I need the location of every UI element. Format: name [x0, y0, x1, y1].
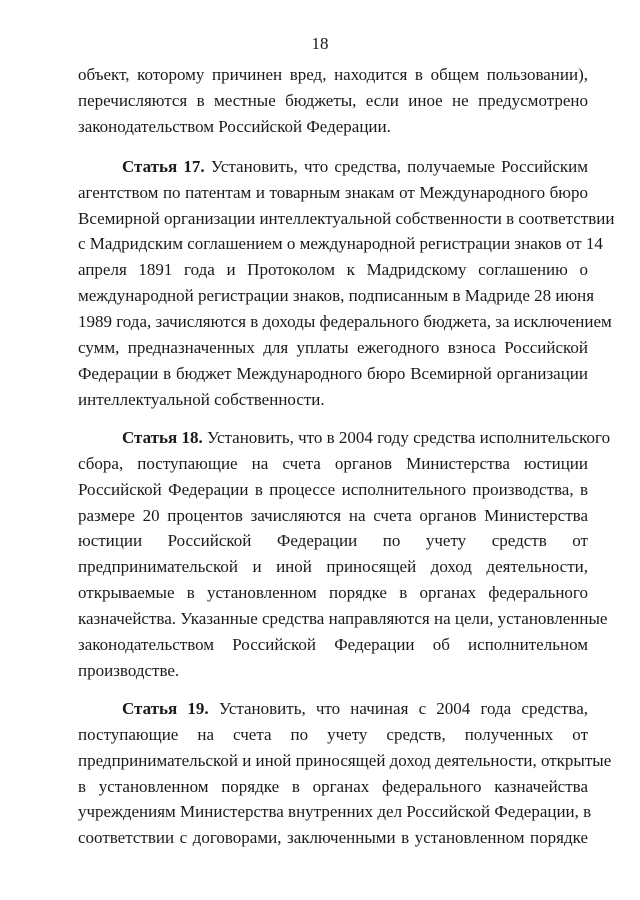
text-line: интеллектуальной собственности. [78, 389, 325, 409]
paragraph-continuation [78, 62, 588, 140]
text-line: агентством по патентам и товарным знакам от Международного бюро [78, 182, 588, 202]
text-line: предпринимательской и иной приносящей доход деятельности, открытые [78, 750, 612, 770]
text-line: апреля 1891 года и Протоколом к Мадридскому соглашению о [78, 260, 588, 280]
text-line: Всемирной организации интеллектуальной собственности в соответствии [78, 208, 615, 228]
text-line: сумм, предназначенных для уплаты ежегодного взноса Российской [78, 338, 588, 358]
page-number: 18 [311, 34, 329, 53]
text-line: предпринимательской и иной приносящей доход деятельности, [78, 557, 588, 577]
text-fragment: Установить, что в 2004 году средства исполнительского [202, 427, 611, 447]
article-18 [78, 425, 611, 684]
text-line: законодательством Российской Федерации об исполнительном [78, 635, 588, 655]
article-label: Статья 17. [122, 156, 205, 176]
text-line: сбора, поступающие на счета органов Министерства юстиции [78, 453, 588, 473]
text-line: размере 20 процентов зачисляются на счета органов Министерства [78, 505, 588, 525]
text-line: учреждениям Министерства внутренних дел Российской Федерации, в [78, 802, 592, 822]
text-line: Российской Федерации в процессе исполнительного производства, в [78, 479, 588, 499]
document-body [78, 62, 615, 851]
text-line: казначейства. Указанные средства направляются на цели, установленные [78, 609, 608, 629]
text-line: международной регистрации знаков, подписанным в Мадриде 28 июня [78, 286, 595, 306]
text-fragment: Установить, что начиная с 2004 года средства, [208, 698, 588, 718]
text-line: 1989 года, зачисляются в доходы федерального бюджета, за исключением [78, 312, 612, 332]
text-line: законодательством Российской Федерации. [78, 116, 391, 136]
text-line: открываемые в установленном порядке в органах федерального [78, 583, 588, 603]
text-fragment: Установить, что средства, получаемые Российским [204, 156, 589, 176]
article-17 [78, 154, 615, 413]
text-line: юстиции Российской Федерации по учету средств от [78, 531, 588, 551]
article-19 [78, 696, 612, 851]
text-line: перечисляются в местные бюджеты, если иное не предусмотрено [78, 90, 588, 110]
text-line [78, 425, 611, 451]
text-line: поступающие на счета по учету средств, полученных от [78, 724, 588, 744]
text-line: объект, которому причинен вред, находится в общем пользовании), [78, 65, 588, 84]
text-line: производстве. [78, 660, 180, 680]
text-line [78, 154, 588, 180]
text-line [78, 696, 588, 722]
article-label: Статья 18. [122, 427, 203, 447]
text-line: с Мадридским соглашением о международной регистрации знаков от 14 [78, 234, 603, 254]
text-line: соответствии с договорами, заключенными в установленном порядке [78, 828, 588, 848]
article-label: Статья 19. [122, 698, 209, 718]
text-line: Федерации в бюджет Международного бюро Всемирной организации [78, 363, 588, 383]
text-line: в установленном порядке в органах федерального казначейства [78, 776, 588, 796]
